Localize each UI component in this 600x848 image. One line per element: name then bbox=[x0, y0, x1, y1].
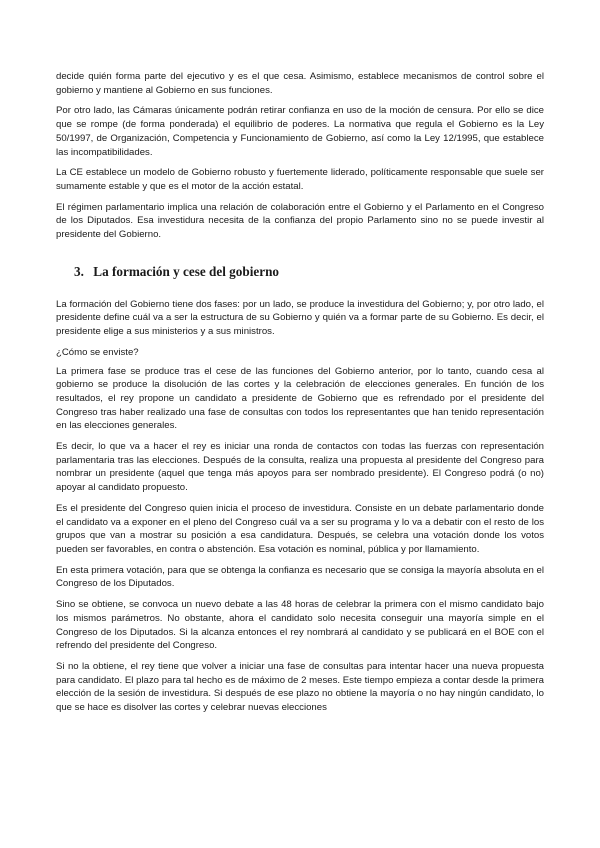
section-number: 3. bbox=[74, 263, 84, 279]
section-title: La formación y cese del gobierno bbox=[93, 263, 279, 279]
paragraph: La CE establece un modelo de Gobierno robusto y fuertemente liderado, políticamente responsable que suele ser sumamente estable y que es el motor de la acción estatal. bbox=[56, 167, 544, 192]
paragraph: Es decir, lo que va a hacer el rey es iniciar una ronda de contactos con todas las fuerzas con representación parlamentaria tras las elecciones. Después de la consulta, realiza una propuesta al presidente del Congreso para nombrar un presidente (aquel que tenga más apoyos para ser nombrado presidente). El Congreso podrá (o no) apoyar al candidato propuesto. bbox=[56, 441, 544, 494]
document-body bbox=[56, 70, 544, 722]
paragraph: La primera fase se produce tras el cese de las funciones del Gobierno anterior, por lo tanto, cuando cesa al gobierno se produce la disolución de las cortes y la celebración de elecciones generales. En función de los resultados, el rey propone un candidato a presidente de Gobierno que es refrendado por el presidente del Congreso tras haber realizado una fase de consultas con todos los representantes que han tenido representación en las elecciones generales. bbox=[56, 365, 544, 432]
paragraph: Por otro lado, las Cámaras únicamente podrán retirar confianza en uso de la moción de censura. Por ello se dice que se rompe (de forma ponderada) el equilibrio de poderes. La normativa que regula el Gobierno es la Ley 50/1997, de Organización, Competencia y Funcionamiento de Gobierno, así como la Ley 12/1995, que establece las incompatibilidades. bbox=[56, 105, 544, 158]
paragraph: En esta primera votación, para que se obtenga la confianza es necesario que se consiga la mayoría absoluta en el Congreso de los Diputados. bbox=[56, 564, 544, 590]
question-line: ¿Cómo se enviste? bbox=[56, 346, 139, 358]
section-heading bbox=[74, 264, 544, 280]
paragraph: Sino se obtiene, se convoca un nuevo debate a las 48 horas de celebrar la primera con el mismo candidato bajo los mismos parámetros. No obstante, ahora el candidato solo necesita conseguir una mayoría simple en el Congreso de los Diputados. Si la alcanza entonces el rey nombrará al candidato y se publicará en el BOE con el refrendo del presidente del Congreso. bbox=[56, 599, 544, 652]
paragraph: decide quién forma parte del ejecutivo y es el que cesa. Asimismo, establece mecanismos de control sobre el gobierno y mantiene al Gobierno en sus funciones. bbox=[56, 71, 544, 96]
paragraph: Si no la obtiene, el rey tiene que volver a iniciar una fase de consultas para intentar hacer una nueva propuesta para candidato. El plazo para tal hecho es de máximo de 2 meses. Este tiempo empieza a contar desde la primera elección de la sesión de investidura. Si después de ese plazo no obtiene la mayoría o no hay ningún candidato, lo que se hace es disolver las cortes y celebrar nuevas elecciones bbox=[56, 660, 544, 714]
paragraph: La formación del Gobierno tiene dos fases: por un lado, se produce la investidura del Gobierno; y, por otro lado, el presidente define cuál va a ser la estructura de su Gobierno y quién va a formar parte de su Gobierno. Es decir, el presidente elige a sus ministerios y a sus ministros. bbox=[56, 298, 544, 338]
paragraph: Es el presidente del Congreso quien inicia el proceso de investidura. Consiste en un debate parlamentario donde el candidato va a exponer en el pleno del Congreso cuál va a ser su programa y lo va a debatir con el resto de los grupos que van a mostrar su posición a esa candidatura. Después, se celebra una votación donde los votos pueden ser favorables, en contra o abstención. Esa votación es nominal, pública y por llamamiento. bbox=[56, 502, 544, 555]
paragraph: El régimen parlamentario implica una relación de colaboración entre el Gobierno y el Parlamento en el Congreso de los Diputados. Esa investidura necesita de la confianza del propio Parlamento sino no se puede investir al presidente del Gobierno. bbox=[56, 201, 544, 241]
